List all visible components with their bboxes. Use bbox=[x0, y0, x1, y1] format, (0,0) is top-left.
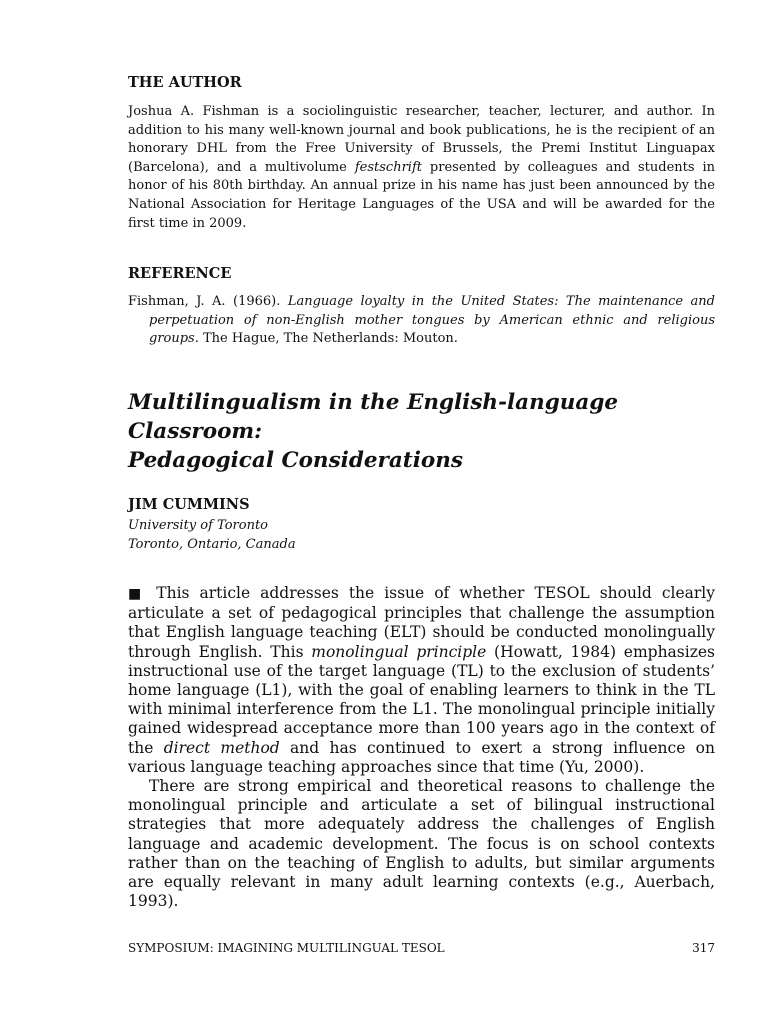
author-heading: THE AUTHOR bbox=[128, 74, 242, 91]
bio-text-2: presented by colleagues and students in honor of his 80th birthday. An annual prize in his name has just been announced by the National Association for Heritage Languages of the USA and will be awarded for the first time in 2009. bbox=[128, 159, 716, 231]
article-title-line2: Pedagogical Considerations bbox=[128, 447, 463, 473]
reference-entry bbox=[128, 293, 715, 349]
p1-italic-2: direct method bbox=[163, 738, 280, 757]
bio-text-1: Joshua A. Fishman is a sociolinguistic researcher, teacher, lecturer, and author. In addition to his many well-known journal and book publications, he is the recipient of an honorary DHL from the Free University of Brussels, the Premi Institut Linguapax (Barcelona), and a multivolume bbox=[128, 104, 715, 175]
page-number: 317 bbox=[692, 941, 715, 955]
article-author: JIM CUMMINS bbox=[128, 495, 250, 513]
p1-italic-1: monolingual principle bbox=[311, 642, 487, 661]
page-content bbox=[128, 74, 715, 911]
page-footer bbox=[128, 941, 715, 955]
article-title-line1: Multilingualism in the English-language Classroom: bbox=[128, 389, 619, 444]
ref-title: Language loyalty in the United States: The maintenance and perpetuation of non-English mother tongues by American ethnic and religious groups. bbox=[149, 294, 715, 347]
running-title: SYMPOSIUM: IMAGINING MULTILINGUAL TESOL bbox=[128, 941, 445, 955]
ref-author: Fishman, J. A. (1966). bbox=[128, 294, 288, 310]
affiliation-location: Toronto, Ontario, Canada bbox=[128, 536, 296, 552]
body-paragraph-2: There are strong empirical and theoretical reasons to challenge the monolingual principle and articulate a set of bilingual instructional strategies that more adequately address the challenges of English language and academic development. The focus is on school contexts rather than on the teaching of English to adults, but similar arguments are equally relevant in many adult learning contexts (e.g., Auerbach, 1993). bbox=[128, 776, 715, 911]
body-paragraph-1 bbox=[128, 584, 715, 777]
p1-text-c: and has continued to exert a strong influence on various language teaching approaches since that time (Yu, 2000). bbox=[128, 738, 715, 776]
p1-text-a: This article addresses the issue of whether TESOL should clearly articulate a set of pedagogical principles that challenge the assumption that English language teaching (ELT) should be conducted monolingually through English. This bbox=[128, 583, 716, 661]
article-title bbox=[128, 388, 715, 475]
bio-italic: festschrift bbox=[354, 159, 422, 175]
p1-text-b: (Howatt, 1984) emphasizes instructional use of the target language (TL) to the exclusion of students’ home language (L1), with the goal of enabling learners to think in the TL with minimal interference from the L1. The monolingual principle initially gained widespread acceptance more than 100 years ago in the context of the bbox=[128, 642, 716, 757]
affiliation-university: University of Toronto bbox=[128, 517, 268, 533]
ref-publisher: The Hague, The Netherlands: Mouton. bbox=[198, 331, 458, 347]
author-bio bbox=[128, 103, 715, 233]
section-marker-icon: ■ bbox=[128, 585, 147, 602]
reference-heading: REFERENCE bbox=[128, 265, 232, 283]
